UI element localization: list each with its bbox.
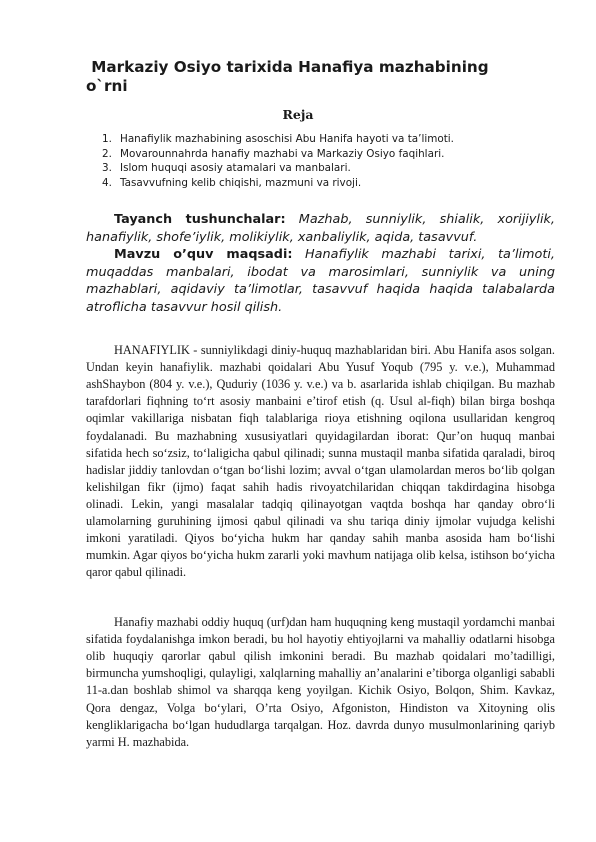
- plan-item: [102, 147, 542, 162]
- body-paragraph: Hanafiy mazhabi oddiy huquq (urf)dan ham huquqning keng mustaqil yordamchi manbai sifatida foydalanishga imkon beradi, bu hol hayotiy ehtiyojlarni va mahalliy odatlarni hisobga olib huquqiy qarorlar qabul qilish imkonini beradi. Bu mazhab qoidalari mo’tadilligi, birmuncha yumshoqligi, qulayligi, xalqlarning mahalliy an’analarini e’tiborga olganligi sababli 11-a.dan boshlab shimol va sharqqa keng yoyilgan. Kichik Osiyo, Bolqon, Shim. Kavkaz, Qora dengaz, Volga bo‘ylari, O’rta Osiyo, Afgoniston, Hindiston va Xitoyning olis kengliklarigacha bo‘lgan hududlarga tarqalgan. Hoz. davrda dunyo musulmonlarining qariyb yarmi H. mazhabida.: [86, 615, 555, 749]
- plan-heading: Reja: [282, 107, 314, 122]
- plan-item-text: Hanafiylik mazhabining asoschisi Abu Hanifa hayoti va ta’limoti.: [120, 133, 454, 145]
- plan-item-text: Islom huquqi asosiy atamalari va manbalari.: [120, 162, 351, 175]
- plan-item-number: 4.: [102, 176, 112, 189]
- plan-item-number: 2.: [102, 147, 112, 160]
- key-concepts-label: Tayanch tushunchalar:: [114, 212, 286, 227]
- key-concepts-text: Mazhab, sunniylik, shialik, xorijiylik, hanafiylik, shofe’iylik, molikiylik, xanbaliylik, aqida, tasavvuf.: [86, 212, 555, 245]
- document-title: Markaziy Osiyo tarixida Hanafiya mazhabining o`rni: [86, 58, 494, 95]
- plan-item-number: 3.: [102, 162, 112, 175]
- plan-list: [102, 132, 542, 190]
- plan-item: [102, 132, 542, 147]
- learning-purpose: [86, 246, 555, 316]
- learning-purpose-text: Hanafiylik mazhabi tarixi, ta’limoti, muqaddas manbalari, ibodat va marosimlari, sunniylik va uning mazhablari, aqidaviy ta’limotlar, tasavvuf haqida haqida talabalarda atroflicha tasavvur hosil qilish.: [86, 247, 555, 315]
- plan-item: [102, 161, 542, 176]
- plan-item-text: Tasavvufning kelib chiqishi, mazmuni va rivoji.: [120, 176, 362, 189]
- plan-item-text: Movarounnahrda hanafiy mazhabi va Markaziy Osiyo faqihlari.: [120, 147, 445, 160]
- plan-item: [102, 176, 542, 191]
- learning-purpose-label: Mavzu o’quv maqsadi:: [114, 247, 293, 262]
- key-concepts: [86, 211, 555, 246]
- plan-item-number: 1.: [102, 133, 112, 145]
- body-paragraph: HANAFIYLIK - sunniylikdagi diniy-huquq mazhablaridan biri. Abu Hanifa asos solgan. Undan keyin hanafiylik. mazhabi qoidalari Abu Yusuf Yoqub (795 y. v.e.), Muhammad ashShaybon (804 y. v.e.), Quduriy (1036 y. v.e.) va b. asarlarida ishlab chiqilgan. Bu mazhab tarafdorlari fiqhning to‘rt asosiy manbaini e’tirof etish (q. Usul al-fiqh) bilan birga boshqa oqimlar vakillariga nisbatan fiqh talablariga rioya etishning oqilona usullaridan kengroq foydalanadi. Bu mazhabning xususiyatlari quyidagilardan iborat: Qur’on huquq manbai sifatida hech so‘zsiz, to‘laligicha qabul qilinadi; sunna mustaqil manba sifatida qaraladi, biroq hadislar jiddiy tanlovdan o‘tgan bo‘lishi lozim; avval o‘tgan ulamolardan meros bo‘lib qolgan kelishilgan fikr (ijmo) faqat sahih hadis rivoyatchilaridan chiqqan takdirdagina hisobga olinadi. Lekin, yangi masalalar tadqiq qilinayotgan vaqtda boshqa har qanday obro‘li ulamolarning guruhining ijmosi qabul qilinadi va shu tariqa diniy ijmolar vujudga kelishi imkoni yaratiladi. Qiyos bo‘yicha hukm har qanday sahih manba asosida ham bo‘lishi mumkin. Agar qiyos bo‘yicha hukm zararli yoki mavhum natijaga olib kelsa, istihson bo‘yicha qaror qabul qilinadi.: [86, 343, 555, 579]
